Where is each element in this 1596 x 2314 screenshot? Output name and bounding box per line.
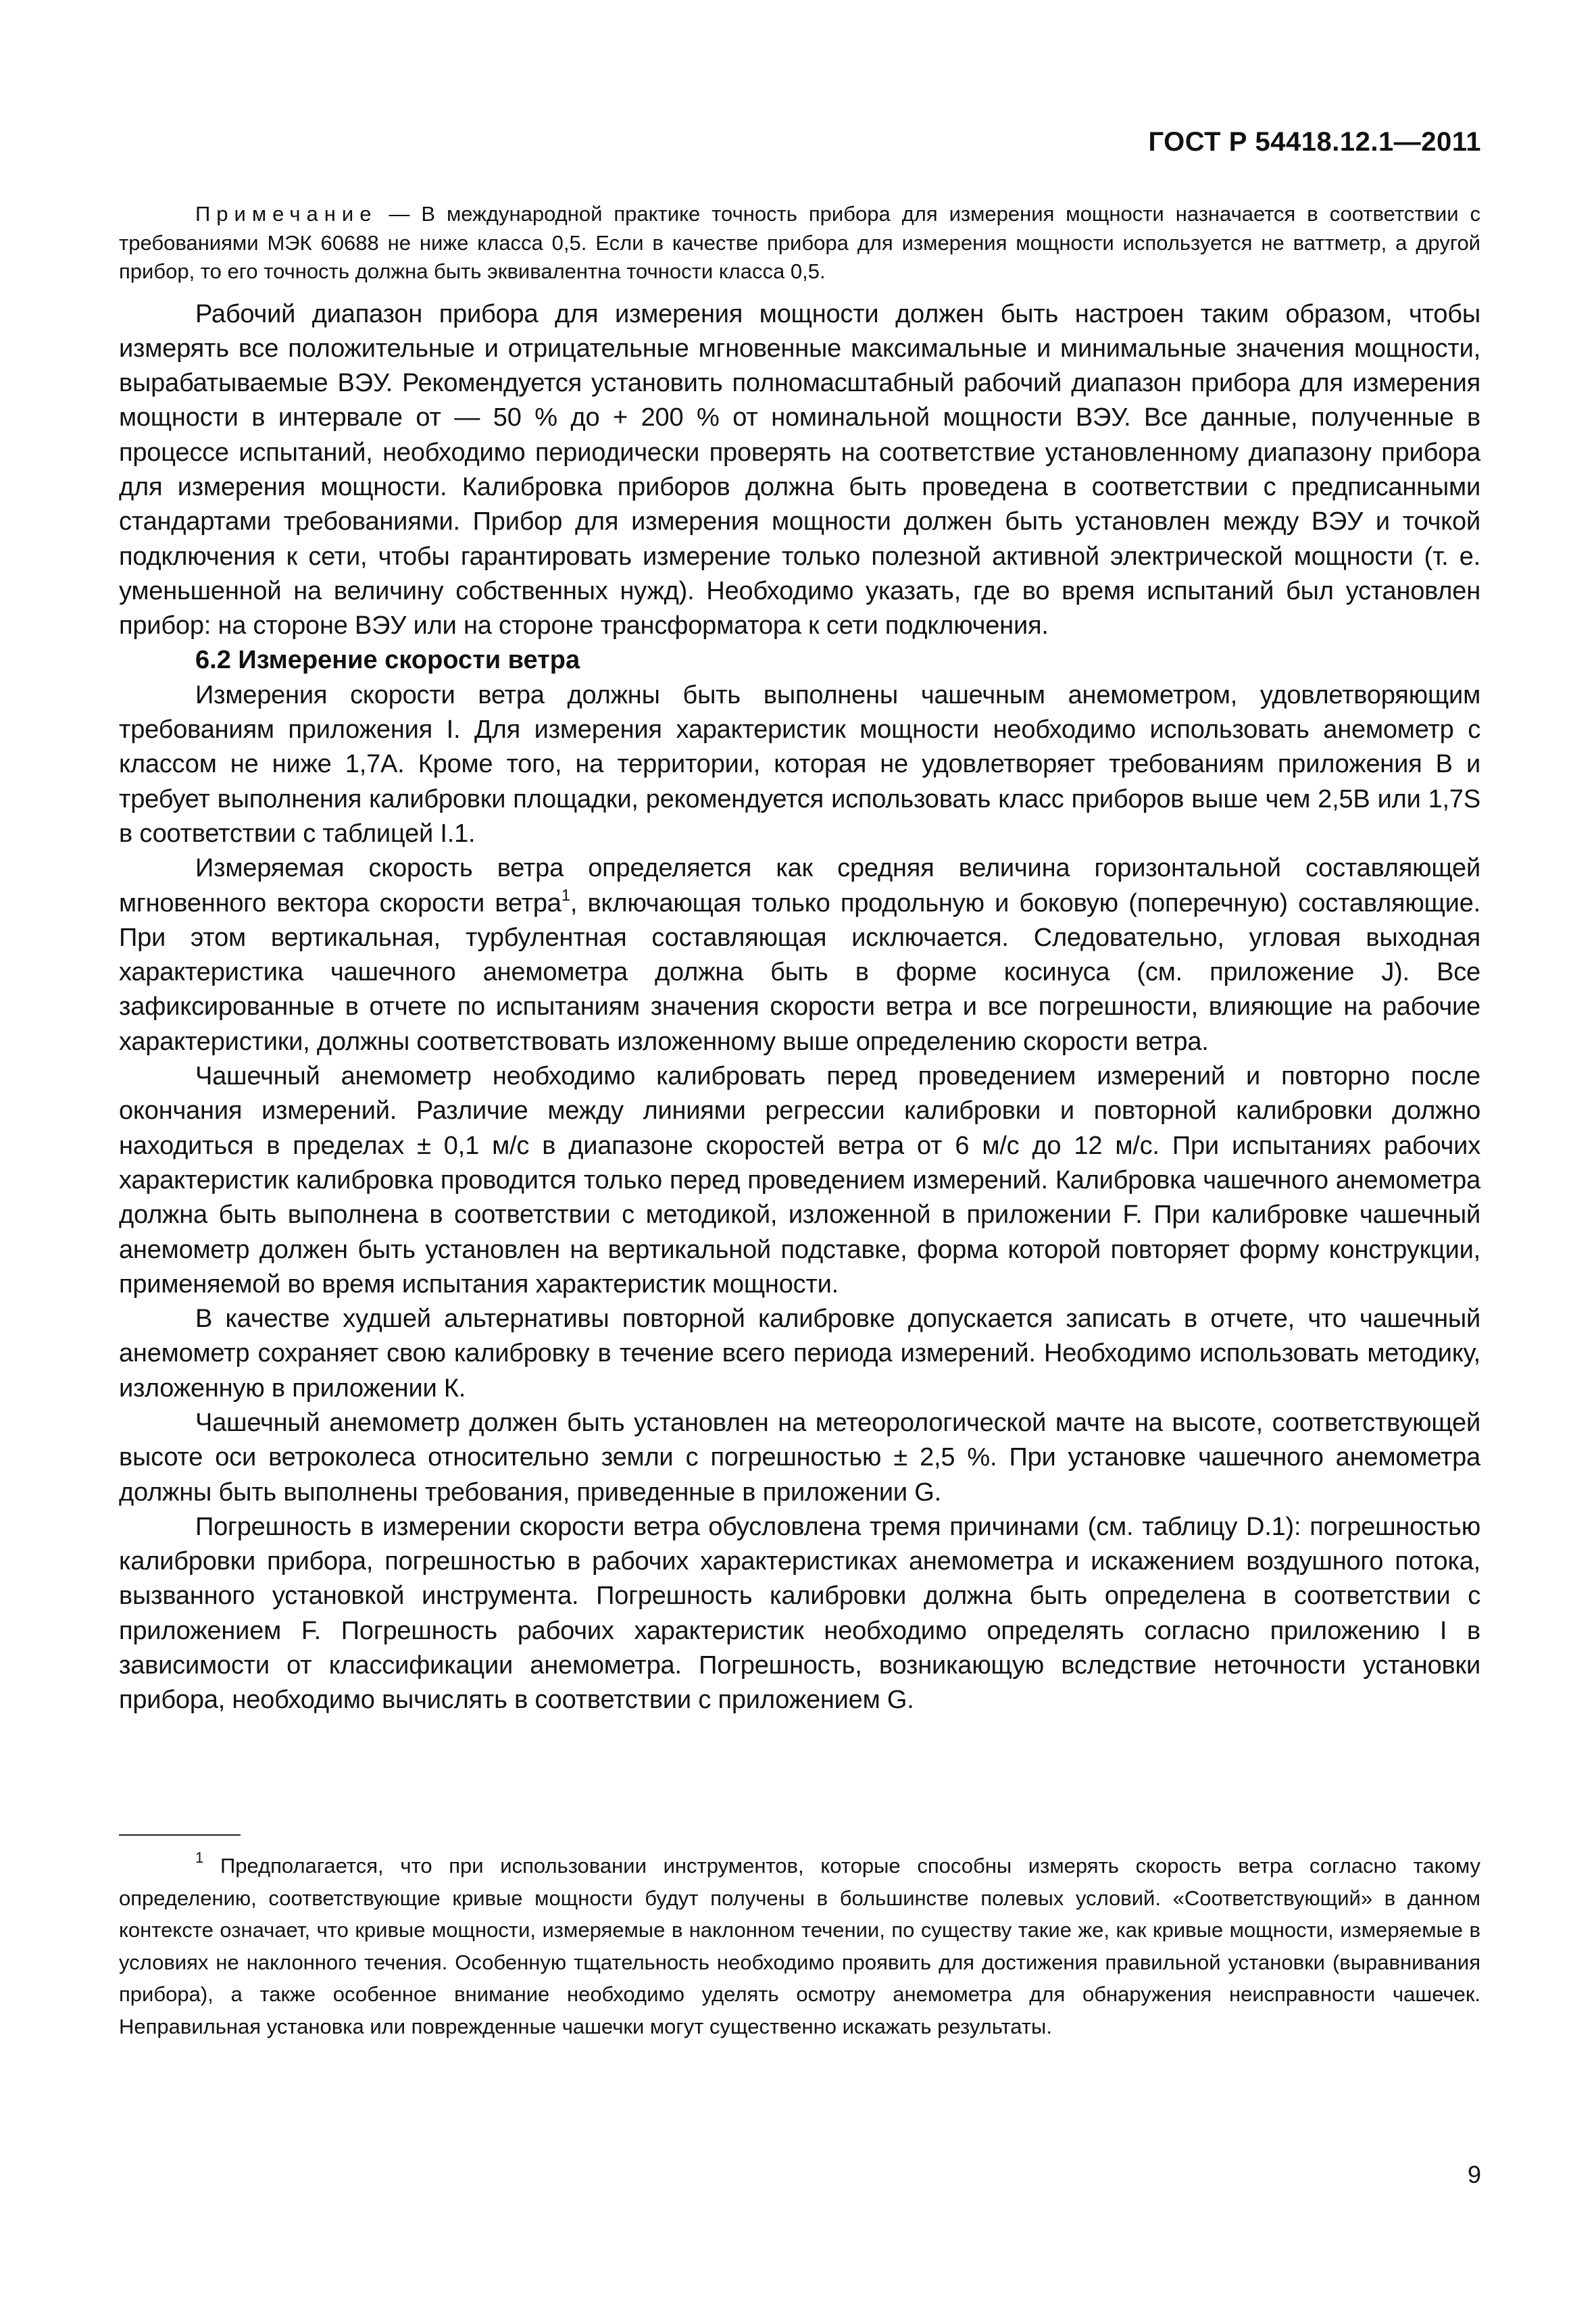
paragraph-measurement-uncertainty: Погрешность в измерении скорости ветра обусловлена тремя причинами (см. таблицу D.1): погрешностью калибровки прибора, погрешностью в рабочих характеристиках анемометра и искажением воздушного потока, вызванного установкой инструмента. Погрешность калибровки должна быть определена в соответствии с приложением F. Погрешность рабочих характеристик необходимо определять согласно приложению I в зависимости от классификации анемометра. Погрешность, возникающую вследствие неточности установки прибора, необходимо вычислять в соответствии с приложением G. xyxy=(119,1512,1480,1715)
paragraph-wind-speed-definition xyxy=(119,851,1480,1059)
note-paragraph xyxy=(119,200,1480,286)
paragraph-calibration-alternative: В качестве худшей альтернативы повторной калибровке допускается записать в отчете, что чашечный анемометр сохраняет свою калибровку в течение всего периода измерений. Необходимо использовать методику, изложенную в приложении К. xyxy=(119,1305,1480,1403)
note-label: Примечание xyxy=(195,202,378,226)
note-text: — В международной практике точность прибора для измерения мощности назначается в соответствии с требованиями МЭК 60688 не ниже класса 0,5. Если в качестве прибора для измерения мощности используется не ваттметр, а другой прибор, то его точность должна быть эквивалентна точности класса 0,5. xyxy=(119,202,1480,283)
page-number: 9 xyxy=(1467,2161,1481,2188)
main-content xyxy=(119,200,1480,1718)
document-id-header: ГОСТ Р 54418.12.1—2011 xyxy=(1148,127,1481,157)
section-heading-6-2: 6.2 Измерение скорости ветра xyxy=(195,646,580,675)
paragraph-mounting-height: Чашечный анемометр должен быть установлен на метеорологической мачте на высоте, соответствующей высоте оси ветроколеса относительно земли с погрешностью ± 2,5 %. При установке чашечного анемометра должны быть выполнены требования, приведенные в приложении G. xyxy=(119,1409,1480,1507)
footnote-text: Предполагается, что при использовании инструментов, которые способны измерять скорость ветра согласно такому определению, соответствующие кривые мощности будут получены в большинстве полевых условий. «Соответствующий» в данном контексте означает, что кривые мощности, измеряемые в наклонном течении, по существу такие же, как кривые мощности, измеряемые в условиях не наклонного течения. Особенную тщательность необходимо проявить для достижения правильной установки (выравнивания прибора), а также особенное внимание необходимо уделять осмотру анемометра для обнаружения неисправности чашечек. Неправильная установка или поврежденные чашечки могут существенно искажать результаты. xyxy=(119,1854,1480,2038)
wind-speed-definition-text-start: Измеряемая скорость ветра определяется как средняя величина горизонтальной составляющей мгновенного вектора скорости ветра xyxy=(119,854,1480,917)
footnote-divider xyxy=(119,1834,241,1836)
paragraph-anemometer-class: Измерения скорости ветра должны быть выполнены чашечным анемометром, удовлетворяющим требованиям приложения I. Для измерения характеристик мощности необходимо использовать анемометр с классом не ниже 1,7А. Кроме того, на территории, которая не удовлетворяет требованиям приложения В и требует выполнения калибровки площадки, рекомендуется использовать класс приборов выше чем 2,5В или 1,7S в соответствии с таблицей I.1. xyxy=(119,680,1480,848)
footnote xyxy=(119,1850,1480,2042)
footnote-reference: 1 xyxy=(561,886,570,905)
wind-speed-definition-text-end: , включающая только продольную и боковую (поперечную) составляющие. При этом вертикальная, турбулентная составляющая исключается. Следовательно, угловая выходная характеристика чашечного анемометра должна быть в форме косинуса (см. приложение J). Все зафиксированные в отчете по испытаниям значения скорости ветра и все погрешности, влияющие на рабочие характеристики, должны соответствовать изложенному выше определению скорости ветра. xyxy=(119,888,1480,1056)
paragraph-calibration: Чашечный анемометр необходимо калибровать перед проведением измерений и повторно после окончания измерений. Различие между линиями регрессии калибровки и повторной калибровки должно находиться в пределах ± 0,1 м/с в диапазоне скоростей ветра от 6 м/с до 12 м/с. При испытаниях рабочих характеристик калибровка проводится только перед проведением измерений. Калибровка чашечного анемометра должна быть выполнена в соответствии с методикой, изложенной в приложении F. При калибровке чашечный анемометр должен быть установлен на вертикальной подставке, форма которой повторяет форму конструкции, применяемой во время испытания характеристик мощности. xyxy=(119,1062,1480,1299)
paragraph-power-range: Рабочий диапазон прибора для измерения мощности должен быть настроен таким образом, чтобы измерять все положительные и отрицательные мгновенные максимальные и минимальные значения мощности, вырабатываемые ВЭУ. Рекомендуется установить полномасштабный рабочий диапазон прибора для измерения мощности в интервале от — 50 % до + 200 % от номинальной мощности ВЭУ. Все данные, полученные в процессе испытаний, необходимо периодически проверять на соответствие установленному диапазону прибора для измерения мощности. Калибровка приборов должна быть проведена в соответствии с предписанными стандартами требованиями. Прибор для измерения мощности должен быть установлен между ВЭУ и точкой подключения к сети, чтобы гарантировать измерение только полезной активной электрической мощности (т. е. уменьшенной на величину собственных нужд). Необходимо указать, где во время испытаний был установлен прибор: на стороне ВЭУ или на стороне трансформатора к сети подключения. xyxy=(119,299,1480,640)
footnote-marker: 1 xyxy=(195,1848,204,1866)
